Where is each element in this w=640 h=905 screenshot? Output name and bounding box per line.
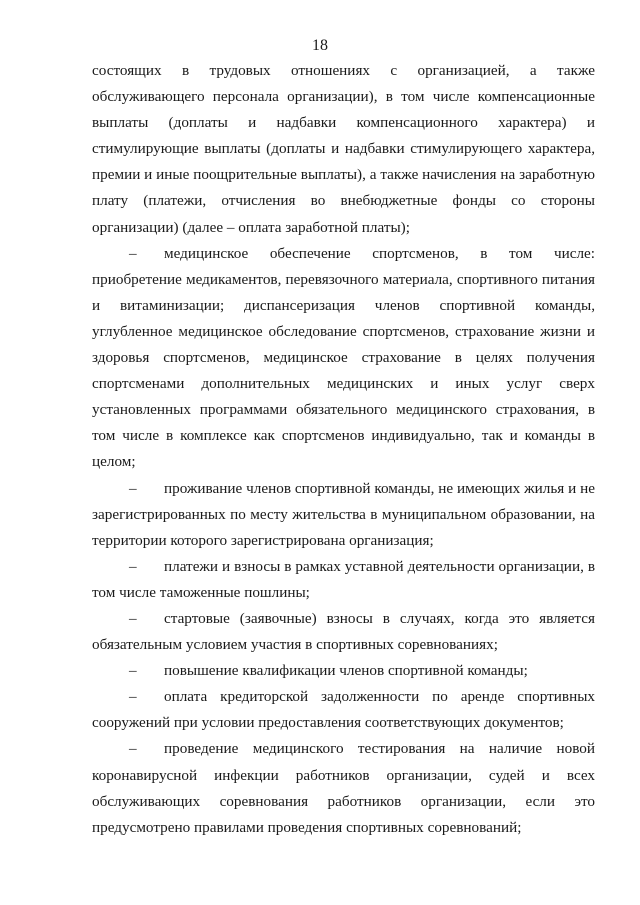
- list-item-medical-support: [92, 241, 595, 476]
- list-item-text: проведение медицинского тестирования на наличие новой коронавирусной инфекции работников организации, судей и всех обслуживающих соревнования работников организации, если это предусмотрено правилами проведения спортивных соревнований;: [92, 740, 595, 836]
- list-item-text: повышение квалификации членов спортивной команды;: [164, 662, 528, 680]
- list-dash: –: [129, 688, 137, 706]
- list-item-text: стартовые (заявочные) взносы в случаях, когда это является обязательным условием участия в спортивных соревнованиях;: [92, 609, 595, 654]
- list-item-rent-debt: [92, 684, 595, 736]
- document-body: [92, 58, 595, 841]
- page-number: 18: [312, 37, 328, 54]
- list-dash: –: [129, 557, 137, 575]
- list-dash: –: [129, 662, 137, 680]
- list-item-entry-fees: [92, 606, 595, 658]
- list-item-accommodation: [92, 476, 595, 554]
- list-dash: –: [129, 740, 137, 758]
- list-item-qualification: [92, 658, 595, 684]
- list-dash: –: [129, 244, 137, 262]
- list-item-text: платежи и взносы в рамках уставной деятельности организации, в том числе таможенные пошлины;: [92, 557, 595, 601]
- list-item-covid-testing: [92, 736, 595, 840]
- list-item-text: медицинское обеспечение спортсменов, в том числе: приобретение медикаментов, перевязочного материала, спортивного питания и витаминизации; диспансеризация членов спортивной команды, углубленное медицинское обследование спортсменов, страхование жизни и здоровья спортсменов, медицинское страхование в целях получения спортсменами дополнительных медицинских и иных услуг сверх установленных программами обязательного медицинского страхования, в том числе в комплексе как спортсменов индивидуально, так и команды в целом;: [92, 244, 595, 471]
- paragraph-text: состоящих в трудовых отношениях с организацией, а также обслуживающего персонала организации), в том числе компенсационные выплаты (доплаты и надбавки компенсационного характера) и стимулирующие выплаты (доплаты и надбавки стимулирующего характера, премии и иные поощрительные выплаты), а также начисления на заработную плату (платежи, отчисления во внебюджетные фонды со стороны организации) (далее – оплата заработной платы);: [92, 62, 595, 236]
- list-dash: –: [129, 609, 137, 627]
- list-item-text: проживание членов спортивной команды, не имеющих жилья и не зарегистрированных по месту жительства в муниципальном образовании, на территории которого зарегистрирована организация;: [92, 479, 595, 549]
- list-item-payments-fees: [92, 554, 595, 606]
- list-dash: –: [129, 479, 137, 497]
- list-item-text: оплата кредиторской задолженности по аренде спортивных сооружений при условии предоставления соответствующих документов;: [92, 688, 595, 732]
- paragraph-salary-continuation: [92, 58, 595, 241]
